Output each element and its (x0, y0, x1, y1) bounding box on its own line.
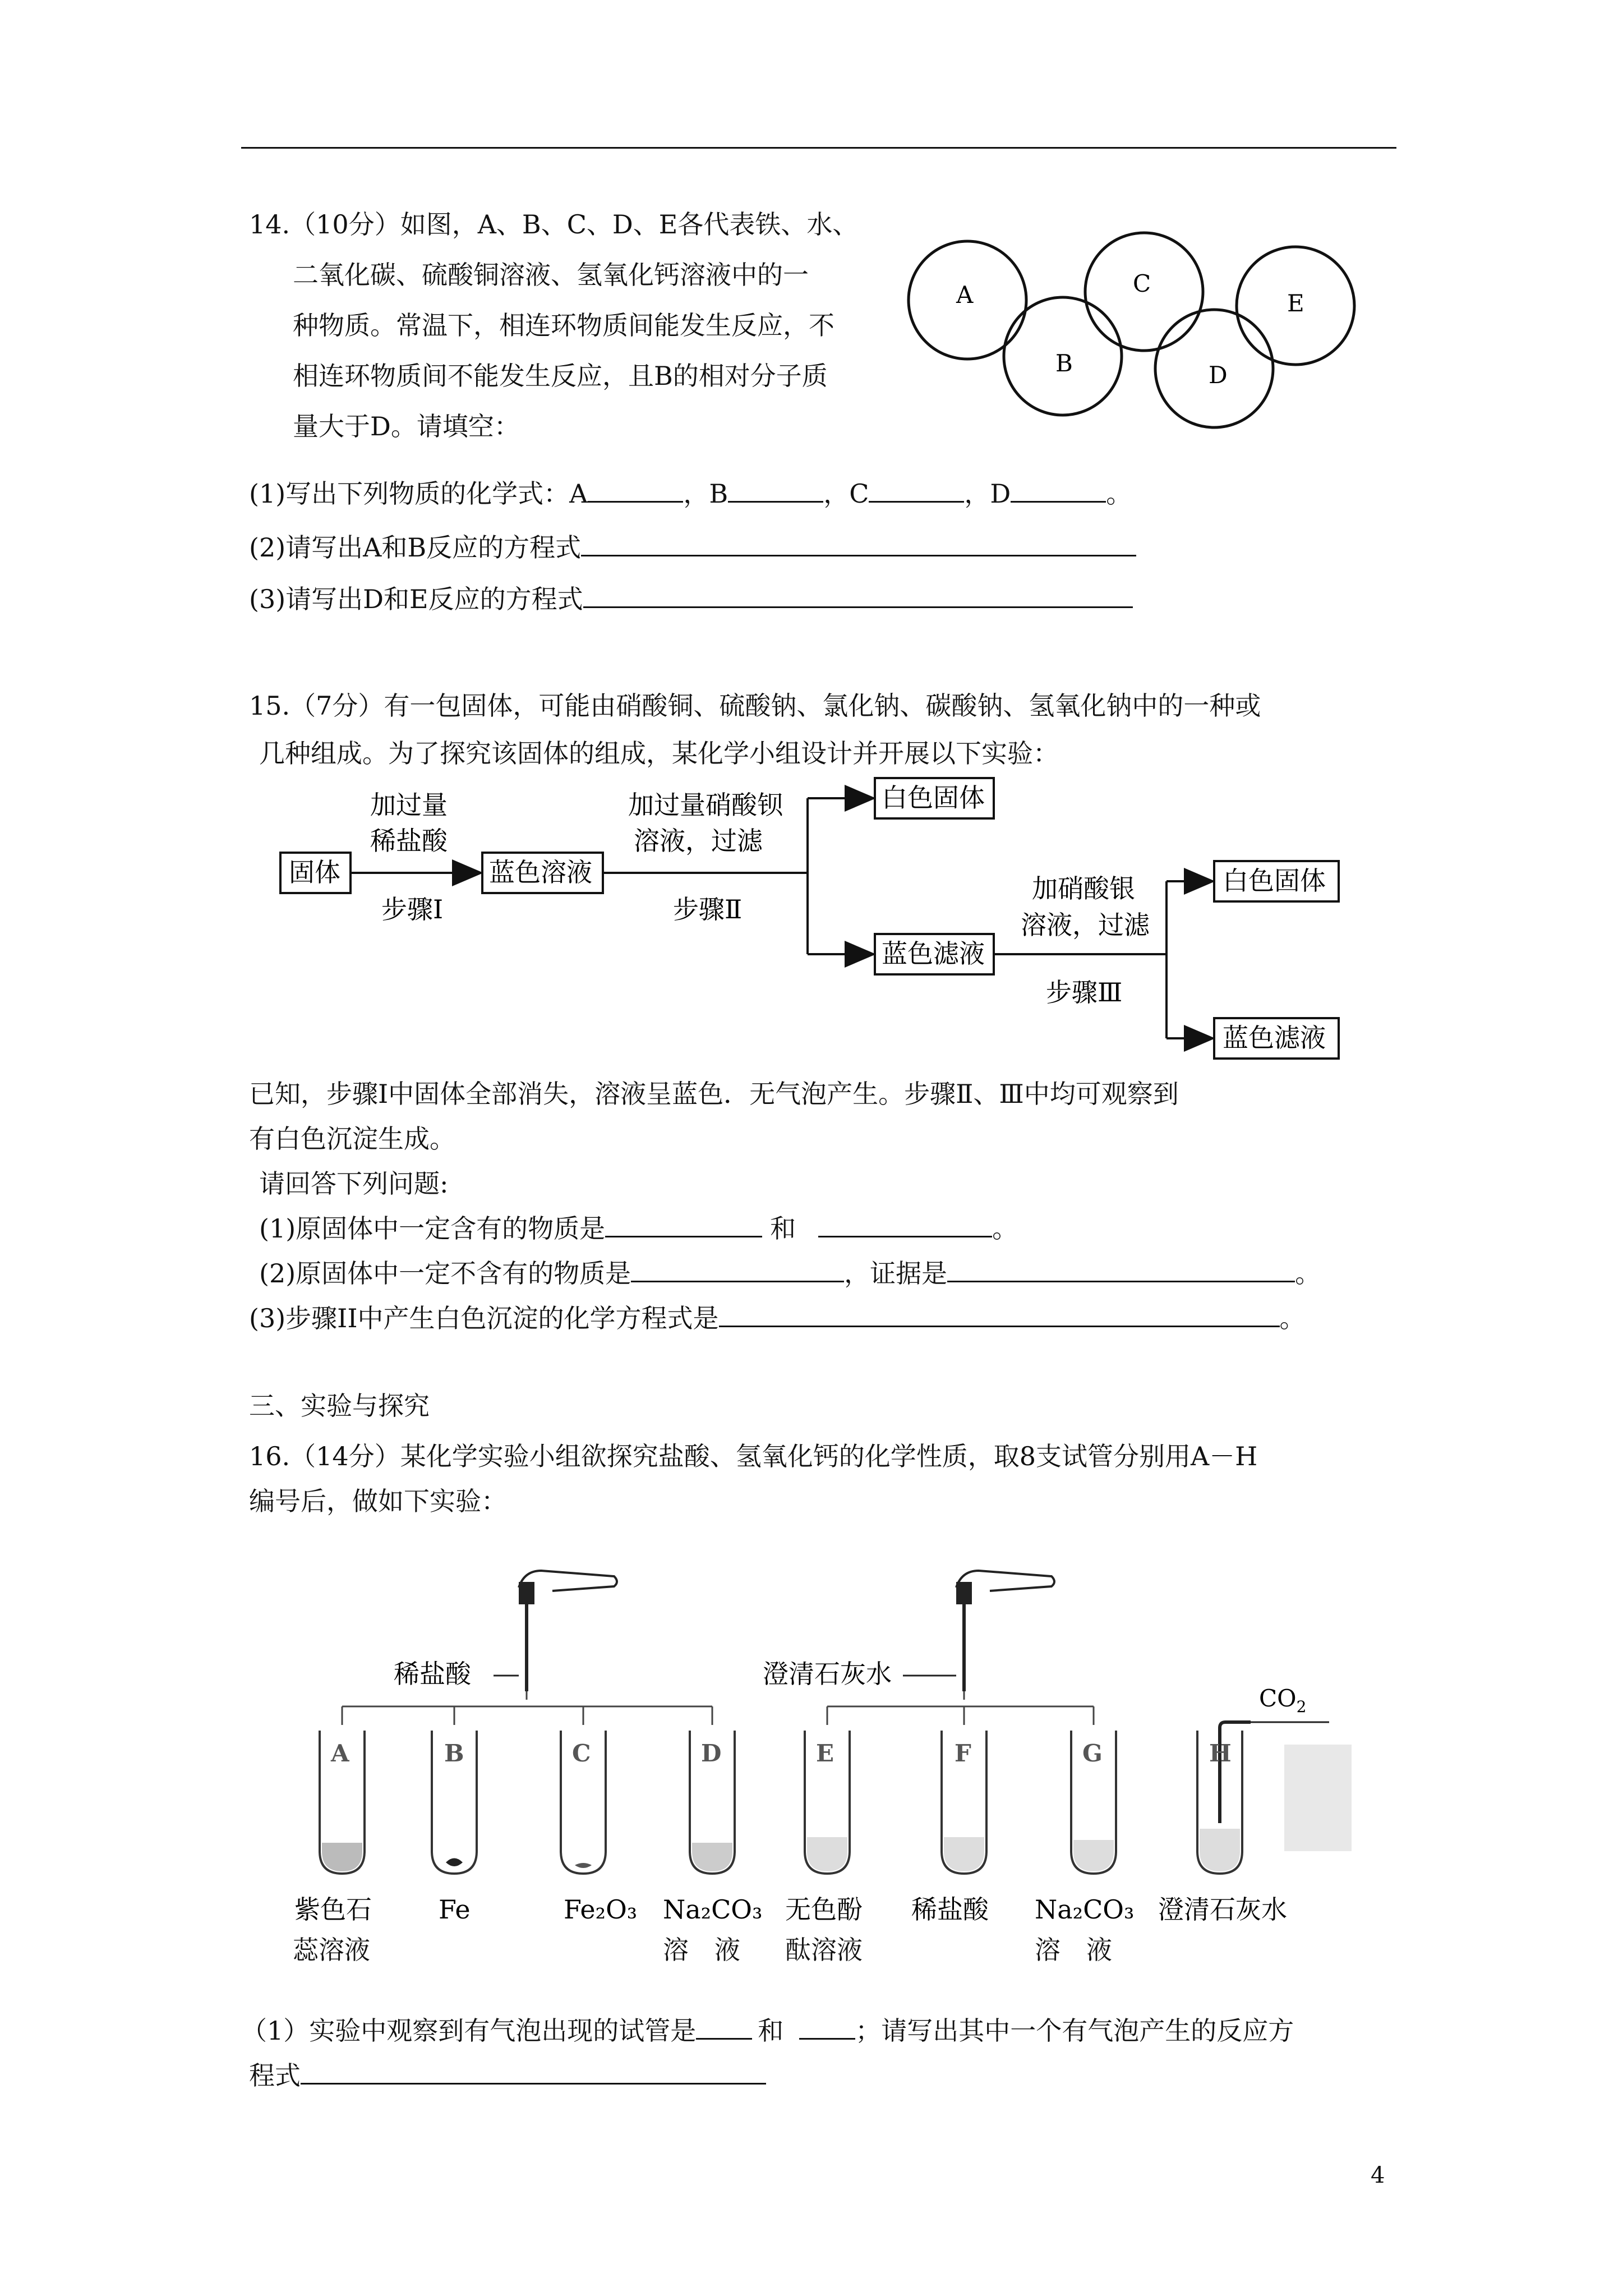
tube-content-d-1: Na₂CO₃ (663, 1894, 763, 1925)
q14-line-2: 二氧化碳、硫酸铜溶液、氢氧化钙溶液中的一 (293, 260, 809, 290)
q16-p1-a: （1）实验中观察到有气泡出现的试管是 (241, 2016, 697, 2046)
q15-line-2: 几种组成。为了探究该固体的组成，某化学小组设计并开展以下实验： (259, 738, 1059, 769)
tube-label-f: F (955, 1740, 971, 1767)
answer-blank-bubble-equation[interactable] (301, 2060, 766, 2085)
reagent-2-line-b: 溶液，过滤 (634, 826, 763, 856)
tube-label-g: G (1082, 1740, 1103, 1767)
section-3-title: 三、实验与探究 (249, 1391, 430, 1421)
box-white-solid-1-label: 白色固体 (882, 783, 985, 813)
q15-part-2 (259, 1258, 1321, 1289)
q14-p2-text: (2)请写出A和B反应的方程式 (249, 532, 582, 563)
tube-content-g-2: 溶 液 (1035, 1935, 1112, 1965)
tube-content-g-1: Na₂CO₃ (1035, 1894, 1135, 1925)
dropper-right-label: 澄清石灰水 (763, 1659, 892, 1689)
olympic-rings-diagram (909, 202, 1368, 438)
answer-blank-contains-2[interactable] (818, 1213, 992, 1237)
q14-line-5: 量大于D。请填空： (293, 411, 520, 441)
q15-p1-end: 。 (992, 1213, 1018, 1244)
step-3-label: 步骤Ⅲ (1046, 977, 1123, 1007)
answer-blank-step2-equation[interactable] (719, 1303, 1280, 1327)
q15-p2-a: (2)原固体中一定不含有的物质是 (259, 1258, 631, 1289)
q16-p1-line2-text: 程式 (249, 2060, 301, 2091)
q14-p1-d: ，D (964, 478, 1011, 509)
q14-line-3: 种物质。常温下，相连环物质间能发生反应，不 (293, 310, 834, 341)
answer-blank-contains-1[interactable] (605, 1213, 762, 1237)
answer-blank-de-equation[interactable] (583, 584, 1133, 608)
branch-right (827, 1691, 1094, 1725)
reagent-1-line-b: 稀盐酸 (370, 826, 448, 856)
tube-content-c-1: Fe₂O₃ (564, 1894, 638, 1925)
tube-content-e-2: 酞溶液 (785, 1935, 863, 1965)
q15-p2-b: ，证据是 (844, 1258, 948, 1289)
box-blue-filtrate-1-label: 蓝色滤液 (882, 938, 985, 969)
q15-p1-b: 和 (770, 1213, 796, 1244)
tube-content-e-1: 无色酚 (785, 1894, 863, 1925)
ring-label-d: D (1209, 361, 1228, 389)
q16-line-1: 16.（14分）某化学实验小组欲探究盐酸、氢氧化钙的化学性质，取8支试管分别用A－H (249, 1441, 1258, 1471)
answer-blank-a[interactable] (588, 478, 683, 503)
tube-label-a: A (331, 1740, 349, 1767)
q15-p3-end: 。 (1279, 1303, 1306, 1333)
tube-content-b-1: Fe (439, 1894, 471, 1925)
q15-part-1 (259, 1213, 1018, 1244)
q16-p1-b: 和 (758, 2016, 784, 2046)
test-tube-experiment-diagram (264, 1559, 1363, 1930)
ring-label-c: C (1133, 270, 1151, 297)
page-number: 4 (1371, 2162, 1385, 2188)
q14-part-3 (249, 583, 1133, 615)
q14-part-1 (249, 478, 1132, 509)
tube-label-e: E (816, 1740, 834, 1767)
diagram-background-shade (1284, 1745, 1352, 1851)
q15-line-1: 15.（7分）有一包固体，可能由硝酸铜、硫酸钠、氯化钠、碳酸钠、氢氧化钠中的一种或 (249, 691, 1261, 721)
answer-blank-bubble-tube-2[interactable] (799, 2016, 855, 2040)
branch-left (342, 1691, 712, 1725)
step-2-label: 步骤Ⅱ (673, 894, 743, 924)
answer-blank-bubble-tube-1[interactable] (696, 2016, 752, 2040)
dropper-right-icon (956, 1571, 1054, 1691)
co2-delivery-tube (1220, 1722, 1251, 1823)
q15-p1-a: (1)原固体中一定含有的物质是 (259, 1213, 606, 1244)
dropper-left-icon (519, 1571, 617, 1691)
tube-label-b: B (444, 1740, 464, 1767)
answer-blank-d[interactable] (1011, 478, 1106, 503)
box-solid-label: 固体 (289, 857, 340, 887)
header-rule (241, 147, 1396, 149)
box-blue-solution-label: 蓝色溶液 (489, 857, 592, 887)
co2-label: $CO_2$ (1259, 1685, 1307, 1716)
tube-content-a-2: 蕊溶液 (293, 1935, 370, 1965)
ring-label-e: E (1287, 289, 1304, 317)
reagent-1-line-a: 加过量 (370, 790, 448, 820)
ring-label-b: B (1055, 349, 1073, 377)
q14-line-4: 相连环物质间不能发生反应，且B的相对分子质 (293, 361, 828, 391)
q16-part-1-line-2 (249, 2060, 766, 2091)
q14-p1-c: ，C (823, 478, 869, 509)
box-white-solid-2-label: 白色固体 (1223, 866, 1326, 896)
answer-blank-b[interactable] (728, 478, 823, 503)
reagent-2-line-a: 加过量硝酸钡 (628, 790, 783, 820)
tube-content-a-1: 紫色石 (294, 1894, 372, 1925)
tube-content-f-1: 稀盐酸 (911, 1894, 989, 1925)
q14-p1-b: ，B (683, 478, 728, 509)
q15-known-1: 已知，步骤Ⅰ中固体全部消失，溶液呈蓝色．无气泡产生。步骤Ⅱ、Ⅲ中均可观察到 (249, 1079, 1179, 1109)
answer-blank-ab-equation[interactable] (581, 532, 1136, 556)
tube-label-h: H (1209, 1740, 1232, 1767)
q15-p2-end: 。 (1295, 1258, 1321, 1289)
q16-part-1 (241, 2015, 1294, 2046)
dropper-left-label: 稀盐酸 (394, 1659, 471, 1689)
answer-blank-c[interactable] (869, 478, 964, 503)
tube-label-d: D (701, 1740, 722, 1767)
q16-p1-c: ；请写出其中一个有气泡产生的反应方 (855, 2016, 1294, 2046)
q14-line-1: 14.（10分）如图，A、B、C、D、E各代表铁、水、 (249, 209, 859, 240)
experiment-flowchart (269, 771, 1391, 1085)
tube-content-h-1: 澄清石灰水 (1158, 1894, 1287, 1925)
answer-blank-evidence[interactable] (947, 1258, 1295, 1282)
reagent-3-line-a: 加硝酸银 (1032, 873, 1135, 904)
q15-known-2: 有白色沉淀生成。 (249, 1124, 455, 1154)
q14-p1-a: (1)写出下列物质的化学式：A (249, 478, 588, 509)
q15-p3-a: (3)步骤II中产生白色沉淀的化学方程式是 (249, 1303, 719, 1333)
tube-label-c: C (572, 1740, 591, 1767)
q16-line-2: 编号后，做如下实验： (249, 1486, 507, 1516)
reagent-3-line-b: 溶液，过滤 (1021, 910, 1150, 940)
q14-part-2 (249, 532, 1136, 563)
answer-blank-not-contains[interactable] (631, 1258, 844, 1282)
step-1-label: 步骤Ⅰ (381, 894, 444, 924)
q14-p1-end: 。 (1106, 478, 1132, 509)
q15-ask: 请回答下列问题: (259, 1168, 449, 1199)
box-blue-filtrate-2-label: 蓝色滤液 (1223, 1023, 1326, 1053)
tube-content-d-2: 溶 液 (663, 1935, 740, 1965)
q14-p3-text: (3)请写出D和E反应的方程式 (249, 584, 583, 614)
q15-part-3 (249, 1303, 1306, 1334)
ring-label-a: A (956, 281, 974, 309)
